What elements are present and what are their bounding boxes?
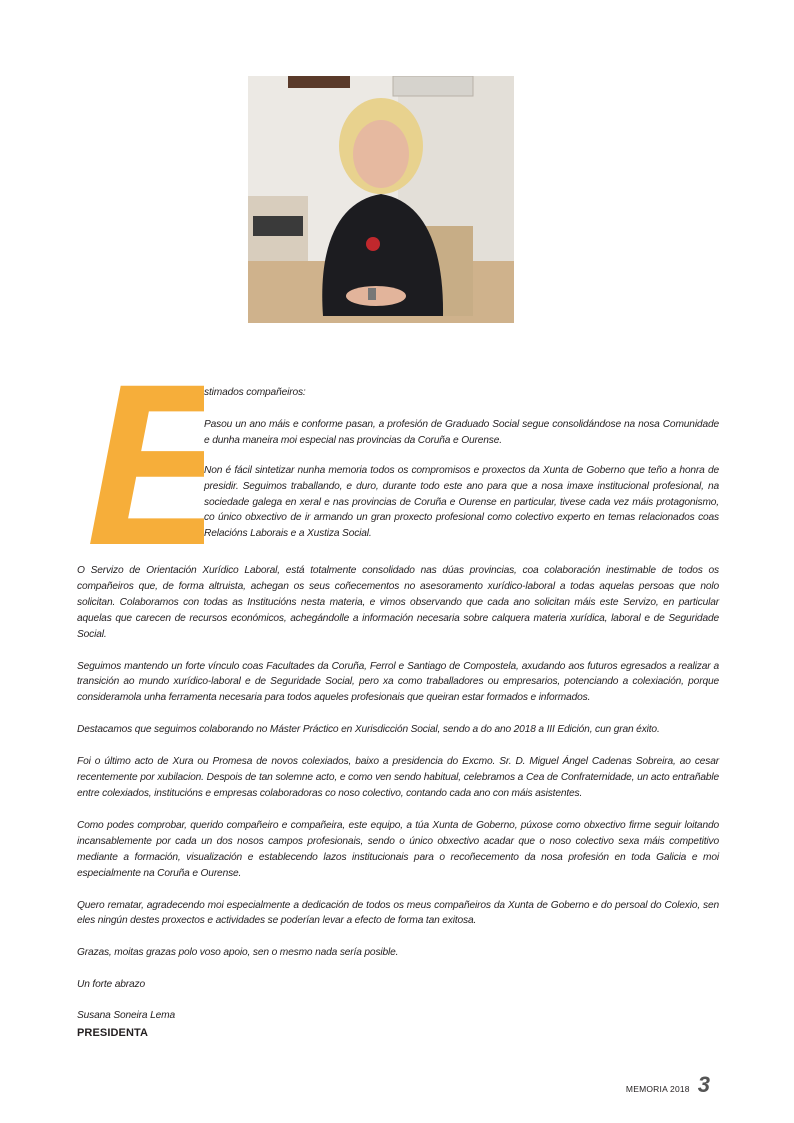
footer-label: MEMORIA 2018 xyxy=(625,1084,690,1094)
letter-body xyxy=(77,563,719,1040)
page-footer xyxy=(626,1072,710,1098)
closing: Un forte abrazo xyxy=(77,979,145,991)
signature-name: Susana Soneira Lema xyxy=(77,1010,175,1022)
intro-text xyxy=(204,385,719,556)
paragraph-5: Destacamos que seguimos colaborando no Máster Práctico en Xurisdicción Social, sendo a do ano 2018 a III Edición, cun gran éxito. xyxy=(77,724,660,736)
signature-title: PRESIDENTA xyxy=(77,1027,149,1040)
paragraph-1: Pasou un ano máis e conforme pasan, a profesión de Graduado Social segue consolidándose na nosa Comunidade e dunha maneira moi especial nas provincias da Coruña e Ourense. xyxy=(204,418,719,446)
paragraph-7: Como podes comprobar, querido compañeiro e compañeira, este equipo, a túa Xunta de Goberno, púxose como obxectivo firme seguir loitando incansablemente por cada un dos nosos campos profesionais, sendo o único obxectivo acadar que o noso colectivo sexa máis competitivo mediante a formación, visualización e establecendo lazos institucionais para o recoñecemento da nosa profesión en toda Galicia e moi especialmente na Coruña e Ourense. xyxy=(77,819,719,879)
paragraph-4: Seguimos mantendo un forte vínculo coas Facultades da Coruña, Ferrol e Santiago de Compostela, axudando aos futuros egresados a realizar a transición ao mundo xurídico-laboral e de Seguridade Social, pero xa como traballadores ou empresarios, potenciando a colexiación, porque consideramola unha ferramenta necesaria para todos aqueles profesionais que queiran estar formados e informados. xyxy=(77,660,719,704)
greeting: stimados compañeiros: xyxy=(204,387,306,398)
paragraph-8: Quero rematar, agradecendo moi especialmente a dedicación de todos os meus compañeiros da Xunta de Goberno e do persoal do Colexio, sen eles ningún destes proxectos e actividades se poderían levar a efecto de forma tan exitosa. xyxy=(77,899,719,927)
paragraph-2: Non é fácil sintetizar nunha memoria todos os compromisos e proxectos da Xunta de Goberno que teño a honra de presidir. Seguimos traballando, e duro, durante todo este ano para que a nosa imaxe institucional profesional, na sociedade galega en xeral e nas provincias de Coruña e Ourense en particular, tivese cada vez máis protagonismo, co único obxectivo de ir armando un gran proxecto profesional como colectivo experto en temas relacionados coas Relacións Laborais e a Xustiza Social. xyxy=(204,464,719,540)
page-number: 3 xyxy=(697,1072,710,1097)
paragraph-6: Foi o último acto de Xura ou Promesa de novos colexiados, baixo a presidencia do Excmo. Sr. D. Miguel Ángel Cadenas Sobreira, ao cesar recentemente por xubilacion. Despois de tan solemne acto, e como ven sendo habitual, celebramos a Cea de Confraternidade, un acto entrañable entre colexiados, institucións e empresas colaboradoras co noso colectivo, contando cada ano con máis asistentes. xyxy=(77,756,719,799)
paragraph-3: O Servizo de Orientación Xurídico Laboral, está totalmente consolidado nas dúas provincias, coa colaboración inestimable de todos os compañeiros que, de forma altruista, achegan os seus coñecementos no asesoramento xurídico-laboral a todas aquelas persoas que nolo solicitan. Colaboramos con todas as Institucións nesta materia, e vimos observando que cada ano solicitan máis este Servizo, en particular aquelas que carecen de recursos económicos, achegándolle a información necesaria sobre calquera materia xurídica, laboral e de Seguridade Social. xyxy=(77,565,719,640)
drop-cap-letter xyxy=(86,372,204,550)
drop-cap-glyph xyxy=(86,372,204,550)
president-photo xyxy=(248,76,514,323)
paragraph-9: Grazas, moitas grazas polo voso apoio, sen o mesmo nada sería posible. xyxy=(77,947,399,959)
